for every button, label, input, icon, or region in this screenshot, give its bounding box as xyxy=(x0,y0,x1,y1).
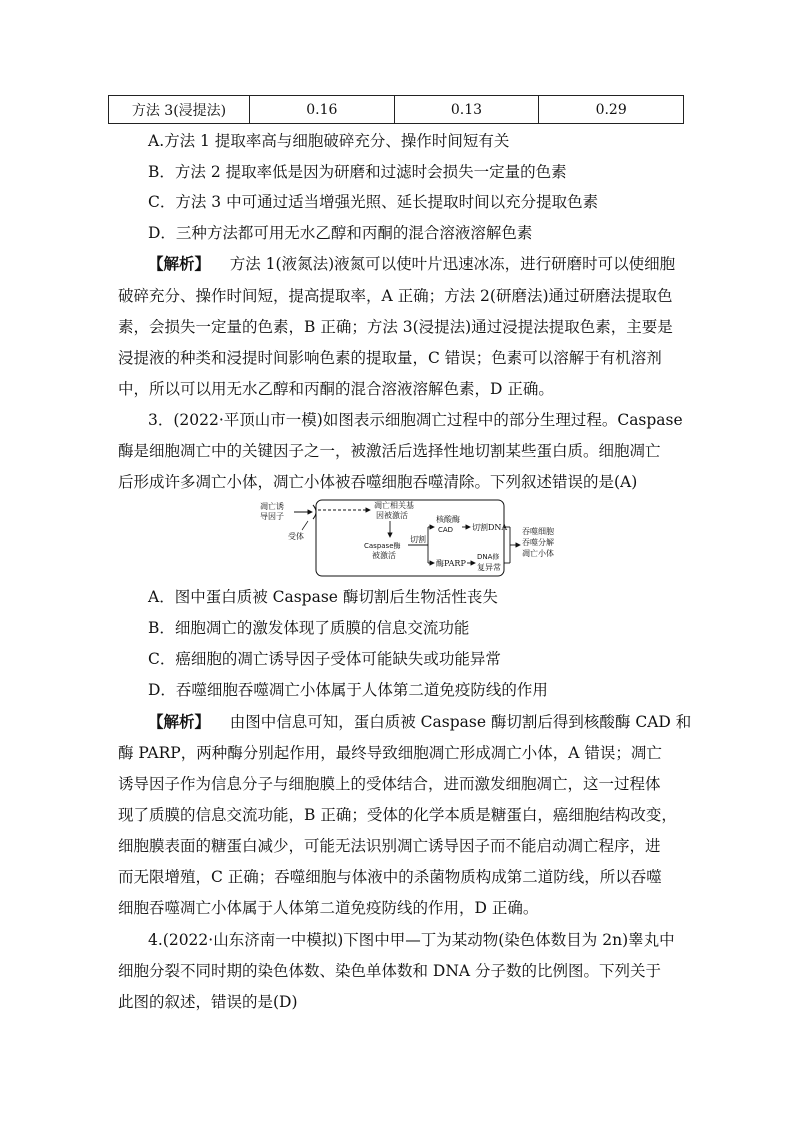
q3-analysis-line: 细胞膜表面的糖蛋白减少，可能无法识别凋亡诱导因子而不能启动凋亡程序，进 xyxy=(118,837,661,855)
q2-analysis-line: 浸提液的种类和浸提时间影响色素的提取量，C 错误；色素可以溶解于有机溶剂 xyxy=(118,349,662,367)
q3-analysis-line: 现了质膜的信息交流功能，B 正确；受体的化学本质是糖蛋白，癌细胞结构改变， xyxy=(118,806,677,824)
q2-option-c: C．方法 3 中可通过适当增强光照、延长提取时间以充分提取色素 xyxy=(148,193,599,211)
analysis-label: 【解析】 xyxy=(148,254,211,273)
q4-stem-line: 此图的叙述，错误的是(D) xyxy=(118,993,298,1011)
analysis-label: 【解析】 xyxy=(148,712,211,731)
table-cell-value: 0.16 xyxy=(250,96,395,124)
gene-label: 凋亡相关基 xyxy=(374,501,414,510)
q3-analysis-line: 酶 PARP，两种酶分别起作用，最终导致细胞凋亡形成凋亡小体，A 错误；凋亡 xyxy=(118,744,662,762)
cad-label: CAD xyxy=(438,526,454,534)
cad-label: 核酸酶 xyxy=(436,515,460,524)
gene-label: 因被激活 xyxy=(376,511,408,520)
q3-analysis-line: 而无限增殖，C 正确；吞噬细胞与体液中的杀菌物质构成第二道防线，所以吞噬 xyxy=(118,868,662,886)
q2-option-d: D．三种方法都可用无水乙醇和丙酮的混合溶液溶解色素 xyxy=(148,224,533,242)
analysis-text: 由图中信息可知，蛋白质被 Caspase 酶切割后得到核酸酶 CAD 和 xyxy=(229,713,692,731)
q3-option-a: A．图中蛋白质被 Caspase 酶切割后生物活性丧失 xyxy=(148,588,498,606)
q3-analysis-line xyxy=(148,712,691,732)
result-label: 吞噬细胞 xyxy=(522,527,554,536)
q3-stem-line: 后形成许多凋亡小体，凋亡小体被吞噬细胞吞噬清除。下列叙述错误的是(A) xyxy=(118,473,638,491)
dna-repair-label: DNA修 xyxy=(477,553,500,561)
extraction-table xyxy=(108,95,684,124)
q2-analysis-line: 破碎充分、操作时间短，提高提取率，A 正确；方法 2(研磨法)通过研磨法提取色 xyxy=(118,287,673,305)
cut-label: 切割 xyxy=(410,535,426,544)
caspase-label: 被激活 xyxy=(372,551,396,560)
caspase-label: Caspase酶 xyxy=(364,542,401,550)
analysis-text: 方法 1(液氮法)液氮可以使叶片迅速冰冻，进行研磨时可以使细胞 xyxy=(229,255,676,273)
result-label: 凋亡小体 xyxy=(522,549,554,558)
q2-option-b: B．方法 2 提取率低是因为研磨和过滤时会损失一定量的色素 xyxy=(148,163,567,181)
q4-stem-line: 细胞分裂不同时期的染色体数、染色单体数和 DNA 分子数的比例图。下列关于 xyxy=(118,962,662,980)
q2-option-a: A.方法 1 提取率高与细胞破碎充分、操作时间短有关 xyxy=(148,132,510,150)
q2-analysis-line: 中，所以可以用无水乙醇和丙酮的混合溶液溶解色素，D 正确。 xyxy=(118,380,554,398)
table-cell-method: 方法 3(浸提法) xyxy=(109,96,250,124)
inducer-label: 导因子 xyxy=(260,512,284,521)
dna-repair-label: 复异常 xyxy=(477,563,501,572)
q4-stem-line: 4.(2022·山东济南一中模拟)下图中甲—丁为某动物(染色体数目为 2n)睾丸中 xyxy=(148,931,675,949)
q3-stem-line: 酶是细胞凋亡中的关键因子之一，被激活后选择性地切割某些蛋白质。细胞凋亡 xyxy=(118,442,661,460)
q2-analysis-line: 素，会损失一定量的色素，B 正确；方法 3(浸提法)通过浸提法提取色素，主要是 xyxy=(118,318,673,336)
cut-dna-label: 切割DNA xyxy=(472,523,508,532)
q3-option-b: B．细胞凋亡的激发体现了质膜的信息交流功能 xyxy=(148,619,470,637)
q3-option-d: D．吞噬细胞吞噬凋亡小体属于人体第二道免疫防线的作用 xyxy=(148,681,548,699)
receptor-pointer xyxy=(302,521,308,530)
q3-option-c: C．癌细胞的凋亡诱导因子受体可能缺失或功能异常 xyxy=(148,650,501,668)
q2-analysis-line xyxy=(148,254,675,274)
table-cell-value: 0.29 xyxy=(539,96,684,124)
parp-label: 酶PARP xyxy=(436,559,466,568)
inducer-label: 凋亡诱 xyxy=(260,502,284,511)
apoptosis-diagram xyxy=(258,497,560,579)
result-label: 吞噬分解 xyxy=(522,538,554,547)
table-cell-value: 0.13 xyxy=(394,96,539,124)
q3-stem-line: 3．(2022·平顶山市一模)如图表示细胞凋亡过程中的部分生理过程。Caspase xyxy=(148,411,683,429)
apoptosis-diagram-svg xyxy=(258,497,560,579)
q3-analysis-line: 细胞吞噬凋亡小体属于人体第二道免疫防线的作用，D 正确。 xyxy=(118,899,539,917)
receptor-label: 受体 xyxy=(288,532,304,541)
table-row xyxy=(109,96,684,124)
q3-analysis-line: 诱导因子作为信息分子与细胞膜上的受体结合，进而激发细胞凋亡，这一过程体 xyxy=(118,775,661,793)
